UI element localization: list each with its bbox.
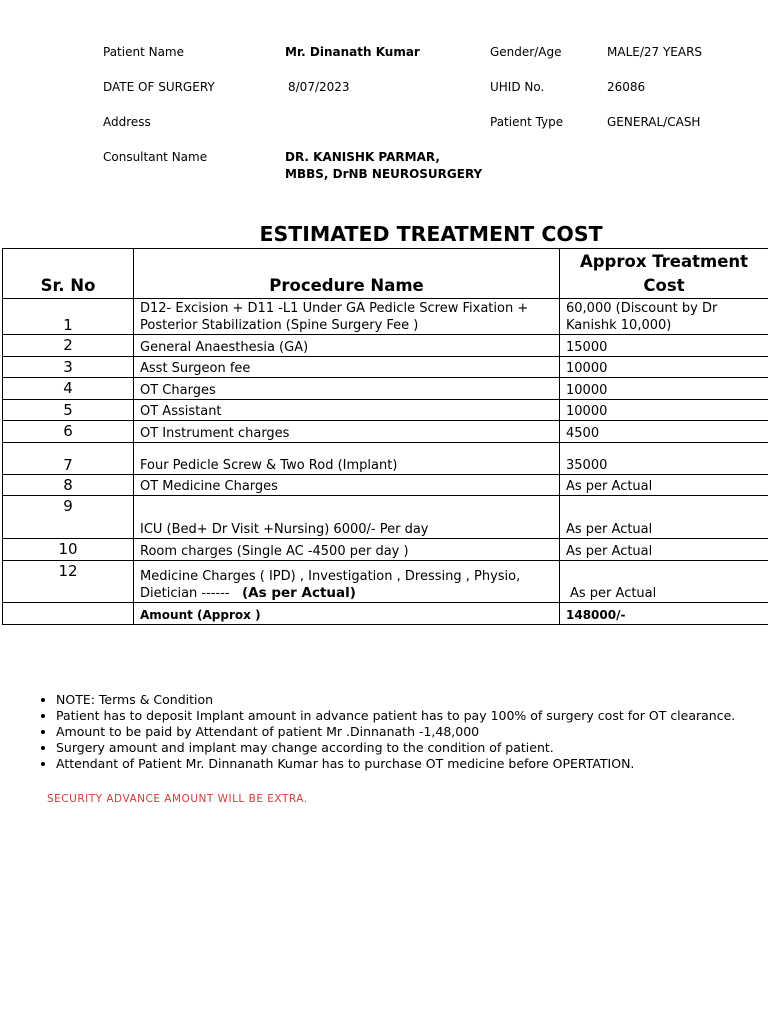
row-procedure-note: (As per Actual)	[241, 585, 356, 601]
row-sr-no: 2	[3, 335, 134, 357]
address-label: Address	[103, 115, 151, 129]
total-value: 148000/-	[560, 603, 768, 625]
table-row	[3, 357, 768, 378]
gender-age-label: Gender/Age	[490, 45, 562, 59]
row-procedure: OT Assistant	[134, 400, 560, 421]
row-sr-no: 5	[3, 400, 134, 421]
uhid-value: 26086	[607, 80, 646, 94]
row-sr-no: 3	[3, 357, 134, 378]
row-cost: 10000	[560, 400, 768, 421]
header-procedure-name: Procedure Name	[134, 249, 560, 299]
row-cost: 10000	[560, 378, 768, 400]
row-cost: As per Actual	[560, 496, 768, 539]
list-item: • Patient has to deposit Implant amount in advance patient has to pay 100% of surgery cost for OT clearance.	[56, 708, 756, 724]
row-cost: 10000	[560, 357, 768, 378]
table-row	[3, 400, 768, 421]
row-sr-no: 7	[3, 443, 134, 475]
document-title: ESTIMATED TREATMENT COST	[259, 222, 603, 246]
table-header-row	[3, 249, 768, 299]
row-sr-no: 8	[3, 475, 134, 496]
table-row	[3, 496, 768, 539]
surgery-date-label: DATE OF SURGERY	[103, 80, 215, 94]
row-procedure-text: Medicine Charges ( IPD) , Investigation , Dressing , Physio, Dietician ------	[140, 569, 521, 601]
header-sr-no: Sr. No	[3, 249, 134, 299]
cost-table	[2, 248, 768, 625]
list-item: • Amount to be paid by Attendant of patient Mr .Dinnanath -1,48,000	[56, 724, 756, 740]
row-cost: As per Actual	[560, 561, 768, 603]
row-cost: As per Actual	[560, 475, 768, 496]
row-sr-no: 1	[3, 299, 134, 335]
total-empty-cell	[3, 603, 134, 625]
consultant-qualification: MBBS, DrNB NEUROSURGERY	[285, 167, 483, 181]
table-row	[3, 443, 768, 475]
row-cost: As per Actual	[560, 539, 768, 561]
row-sr-no: 9	[3, 496, 134, 539]
table-row	[3, 378, 768, 400]
row-cost: 35000	[560, 443, 768, 475]
table-row	[3, 335, 768, 357]
row-procedure: Room charges (Single AC -4500 per day )	[134, 539, 560, 561]
row-sr-no: 6	[3, 421, 134, 443]
patient-type-label: Patient Type	[490, 115, 564, 129]
table-row	[3, 539, 768, 561]
row-procedure: ICU (Bed+ Dr Visit +Nursing) 6000/- Per day	[134, 496, 560, 539]
gender-age-value: MALE/27 YEARS	[607, 45, 703, 59]
list-item: • Surgery amount and implant may change according to the condition of patient.	[56, 740, 756, 756]
table-row	[3, 475, 768, 496]
row-procedure: Four Pedicle Screw & Two Rod (Implant)	[134, 443, 560, 475]
table-row	[3, 421, 768, 443]
row-sr-no: 10	[3, 539, 134, 561]
patient-type-value: GENERAL/CASH	[607, 115, 701, 129]
row-sr-no: 12	[3, 561, 134, 603]
consultant-name: DR. KANISHK PARMAR,	[285, 150, 440, 164]
table-row	[3, 561, 768, 603]
row-sr-no: 4	[3, 378, 134, 400]
patient-name-label: Patient Name	[103, 45, 184, 59]
total-label: Amount (Approx )	[134, 603, 560, 625]
header-approx-cost: Approx Treatment Cost	[560, 249, 768, 299]
row-procedure: OT Instrument charges	[134, 421, 560, 443]
surgery-date-value: 8/07/2023	[288, 80, 350, 94]
terms-list	[32, 692, 756, 772]
table-row	[3, 299, 768, 335]
list-item: • Attendant of Patient Mr. Dinnanath Kumar has to purchase OT medicine before OPERTATION.	[56, 756, 756, 772]
row-cost: 15000	[560, 335, 768, 357]
uhid-label: UHID No.	[490, 80, 545, 94]
row-procedure: OT Charges	[134, 378, 560, 400]
total-row	[3, 603, 768, 625]
row-procedure: OT Medicine Charges	[134, 475, 560, 496]
consultant-label: Consultant Name	[103, 150, 208, 164]
row-procedure: D12- Excision + D11 -L1 Under GA Pedicle Screw Fixation + Posterior Stabilization (Spine Surgery Fee )	[134, 299, 560, 335]
patient-name-value: Mr. Dinanath Kumar	[285, 45, 420, 59]
row-cost: 4500	[560, 421, 768, 443]
row-procedure: General Anaesthesia (GA)	[134, 335, 560, 357]
list-item: • NOTE: Terms & Condition	[56, 692, 756, 708]
row-cost: 60,000 (Discount by Dr Kanishk 10,000)	[560, 299, 768, 335]
row-procedure	[134, 561, 560, 603]
security-advance-note: SECURITY ADVANCE AMOUNT WILL BE EXTRA.	[47, 793, 308, 805]
row-procedure: Asst Surgeon fee	[134, 357, 560, 378]
